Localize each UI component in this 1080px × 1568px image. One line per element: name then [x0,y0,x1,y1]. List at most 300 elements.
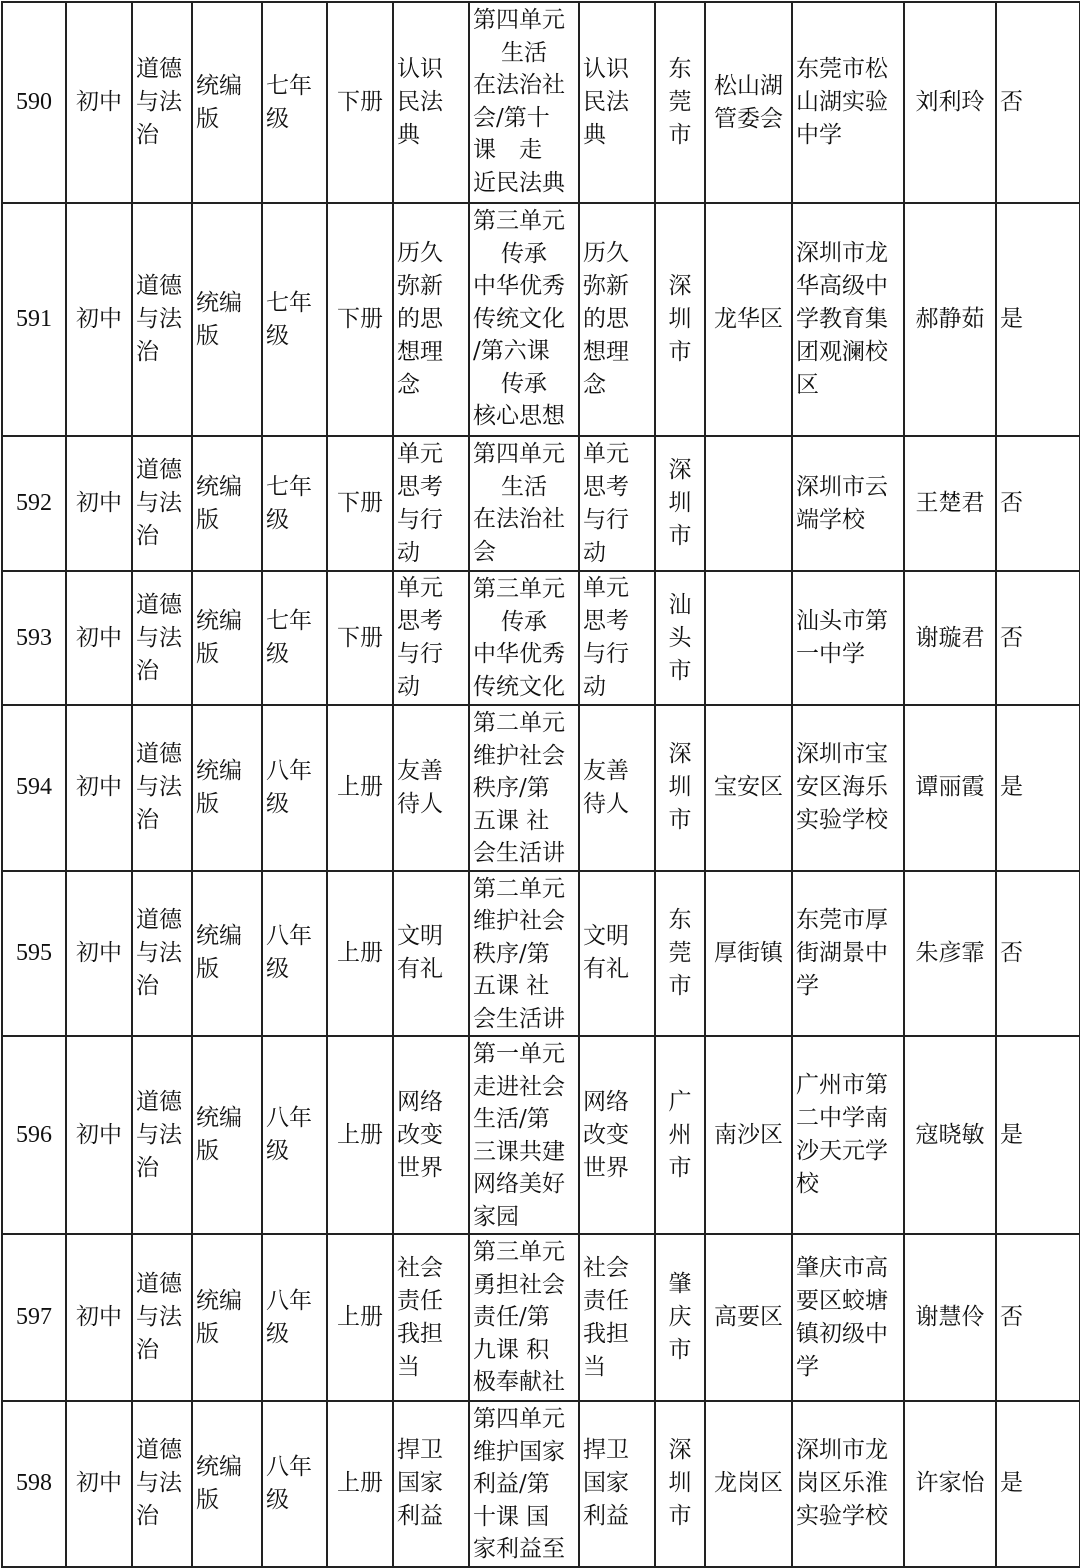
lesson-topic [393,2,469,203]
edition [192,1036,262,1234]
edition-line: 统编 [196,757,242,784]
table-row [2,1036,1080,1234]
grade-line: 七年 [266,289,312,316]
unit-chapter-line: 秩序/第 [473,775,550,801]
unit-chapter-line: 传承 [501,608,547,635]
status-flag: 否 [996,436,1080,571]
unit-chapter-line: 传承 [501,370,547,397]
lesson-title-line: 典 [583,122,606,148]
city-line: 肇 [668,1271,692,1297]
table-row [2,1234,1080,1401]
edition [192,436,262,571]
school-stage: 初中 [66,2,132,203]
lesson-topic-line: 我担 [397,1320,443,1347]
edition-line: 统编 [196,1105,242,1131]
subject [132,571,192,705]
lesson-topic [393,871,469,1037]
lesson-title [579,705,655,871]
unit-chapter-line: /第六课 [473,338,550,364]
subject [132,705,192,871]
unit-chapter [469,705,579,871]
subject [132,203,192,436]
unit-chapter-line: 会/第十 [473,104,550,131]
edition-line: 版 [196,1138,219,1164]
lesson-title-line: 改变 [583,1121,629,1148]
unit-chapter-line: 走进社会 [473,1073,565,1100]
edition-line: 版 [196,506,219,533]
district-line: 龙岗区 [714,1470,783,1497]
row-number: 592 [2,436,66,571]
teacher-name: 许家怡 [904,1401,996,1567]
lesson-title-line: 有礼 [583,956,629,983]
row-number: 593 [2,571,66,705]
lesson-topic-line: 网络 [397,1088,443,1115]
lesson-title-line: 认识 [583,56,629,82]
school-name [792,2,904,203]
unit-chapter-line: 会生活讲 [473,840,565,866]
edition [192,705,262,871]
city-line: 深 [668,1437,692,1464]
lesson-topic-line: 单元 [397,575,443,601]
teacher-name: 谢慧伶 [904,1234,996,1401]
grade-line: 级 [266,322,289,349]
school-name-line: 东莞市厚 [796,906,888,933]
subject-line: 道德 [136,741,182,768]
lesson-title-line: 网络 [583,1088,629,1115]
district [705,1036,792,1234]
lesson-topic-line: 的思 [397,306,443,332]
edition-line: 统编 [196,289,242,316]
school-name-line: 校 [796,1171,819,1197]
subject-line: 治 [136,1337,159,1363]
lesson-title [579,1036,655,1234]
lesson-topic-line: 典 [397,122,420,148]
grade-line: 级 [266,1320,289,1347]
unit-chapter [469,571,579,705]
lesson-topic-line: 利益 [397,1503,443,1530]
edition-line: 统编 [196,1287,242,1314]
school-name-line: 深圳市龙 [796,1437,888,1464]
edition [192,2,262,203]
teacher-name: 谭丽霞 [904,705,996,871]
unit-chapter [469,436,579,571]
school-name-line: 学 [796,972,819,999]
school-name-line: 实验学校 [796,807,888,834]
subject-line: 与法 [136,1304,182,1330]
lesson-topic [393,1234,469,1401]
subject-line: 治 [136,122,159,148]
unit-chapter-line: 生活 [501,39,547,66]
subject-line: 道德 [136,1437,182,1464]
grade-line: 七年 [266,72,312,99]
subject-line: 道德 [136,56,182,82]
row-number: 597 [2,1234,66,1401]
grade-line: 八年 [266,757,312,784]
unit-chapter [469,1234,579,1401]
unit-chapter-line: 生活 [501,473,547,500]
school-name-line: 汕头市第 [796,608,888,634]
edition-line: 版 [196,105,219,132]
grade-line: 八年 [266,1105,312,1131]
city-line: 汕 [668,591,692,618]
subject-line: 与法 [136,939,182,966]
lesson-title-line: 弥新 [583,273,629,299]
city-line: 庆 [668,1304,692,1330]
grade-line: 七年 [266,473,312,500]
table-row [2,203,1080,436]
lesson-title-line: 民法 [583,89,629,115]
lesson-topic-line: 责任 [397,1287,443,1314]
unit-chapter-line: 传承 [501,240,547,267]
district-line: 南沙区 [714,1121,783,1148]
lesson-topic-line: 待人 [397,790,443,817]
edition [192,203,262,436]
lesson-topic-line: 思考 [397,473,443,500]
edition-line: 版 [196,956,219,983]
subject-line: 与法 [136,306,182,332]
city [655,1234,705,1401]
lesson-title-line: 社会 [583,1254,629,1281]
school-name [792,203,904,436]
district [705,1401,792,1567]
district [705,871,792,1037]
lesson-topic-line: 捍卫 [397,1437,443,1464]
lesson-title [579,571,655,705]
district-line: 龙华区 [714,306,783,332]
grade-line: 级 [266,790,289,817]
unit-chapter-line: 会 [473,538,496,565]
lesson-title [579,871,655,1037]
city-line: 市 [668,972,692,999]
lesson-topic-line: 社会 [397,1254,443,1281]
city-line: 深 [668,741,692,768]
lesson-topic-line: 与行 [397,506,443,533]
unit-chapter-line: 家园 [473,1203,519,1230]
lesson-title-line: 文明 [583,923,629,950]
grade [262,1401,327,1567]
edition-line: 统编 [196,72,242,99]
city-line: 广 [668,1088,692,1115]
table-row [2,436,1080,571]
unit-chapter-line: 利益/第 [473,1471,550,1497]
table-row [2,1401,1080,1567]
grade [262,436,327,571]
unit-chapter [469,1036,579,1234]
district-line: 高要区 [714,1304,783,1330]
subject-line: 道德 [136,591,182,618]
lesson-title [579,203,655,436]
grade-line: 级 [266,1486,289,1513]
subject-line: 治 [136,1154,159,1181]
subject-line: 治 [136,523,159,549]
volume: 上册 [327,1401,393,1567]
city [655,871,705,1037]
grade [262,1036,327,1234]
status-flag: 否 [996,871,1080,1037]
edition-line: 统编 [196,923,242,950]
unit-chapter-line: 课 走 [473,137,542,163]
school-name-line: 安区海乐 [796,774,888,801]
school-stage: 初中 [66,705,132,871]
lesson-topic-line: 当 [397,1353,420,1380]
subject-line: 与法 [136,624,182,651]
unit-chapter-line: 近民法典 [473,169,565,196]
lesson-title [579,2,655,203]
school-name [792,1234,904,1401]
city-line: 市 [668,807,692,834]
lesson-topic-line: 有礼 [397,956,443,983]
lesson-title-line: 友善 [583,757,629,784]
grade [262,203,327,436]
lesson-title-line: 单元 [583,575,629,601]
school-stage: 初中 [66,571,132,705]
lesson-title-line: 的思 [583,306,629,332]
grade-line: 级 [266,641,289,667]
city-line: 莞 [668,939,692,966]
subject-line: 治 [136,339,159,365]
grade-line: 八年 [266,923,312,950]
lesson-topic-line: 动 [397,674,420,700]
table-row [2,705,1080,871]
grade [262,871,327,1037]
grade-line: 级 [266,956,289,983]
unit-chapter-line: 第一单元 [473,1041,565,1067]
lesson-title-line: 单元 [583,440,629,467]
city-line: 深 [668,273,692,299]
lesson-topic-line: 与行 [397,641,443,667]
subject-line: 与法 [136,490,182,516]
volume: 下册 [327,571,393,705]
unit-chapter [469,2,579,203]
school-name-line: 肇庆市高 [796,1254,888,1281]
school-stage: 初中 [66,871,132,1037]
lesson-topic [393,1036,469,1234]
school-name-line: 端学校 [796,506,865,533]
grade [262,705,327,871]
school-stage: 初中 [66,203,132,436]
lesson-topic-line: 弥新 [397,273,443,299]
school-stage: 初中 [66,1036,132,1234]
edition-line: 统编 [196,1453,242,1480]
lesson-topic-line: 文明 [397,923,443,950]
lesson-title-line: 国家 [583,1470,629,1497]
school-name-line: 华高级中 [796,273,888,299]
subject [132,1036,192,1234]
lesson-title-line: 当 [583,1353,606,1380]
lesson-topic-line: 改变 [397,1121,443,1148]
city-line: 市 [668,122,692,148]
lesson-title-line: 与行 [583,506,629,533]
unit-chapter-line: 网络美好 [473,1171,565,1197]
school-name [792,1036,904,1234]
school-name-line: 要区蛟塘 [796,1287,888,1314]
school-name-line: 深圳市云 [796,473,888,500]
subject-line: 道德 [136,273,182,299]
table-row [2,871,1080,1037]
table-row [2,571,1080,705]
teacher-name: 刘利玲 [904,2,996,203]
subject-line: 道德 [136,1088,182,1115]
edition-line: 版 [196,1486,219,1513]
lesson-topic-line: 国家 [397,1470,443,1497]
lesson-topic-line: 世界 [397,1154,443,1181]
lesson-topic-line: 单元 [397,440,443,467]
unit-chapter-line: 极奉献社 [473,1369,565,1395]
school-name [792,571,904,705]
edition-line: 版 [196,1320,219,1347]
city-line: 市 [668,523,692,549]
subject-line: 与法 [136,774,182,801]
city-line: 莞 [668,89,692,115]
city-line: 市 [668,339,692,365]
school-name-line: 广州市第 [796,1072,888,1098]
lesson-topic-line: 友善 [397,757,443,784]
school-stage: 初中 [66,436,132,571]
unit-chapter-line: 责任/第 [473,1304,550,1330]
lesson-title-line: 动 [583,674,606,700]
unit-chapter-line: 生活/第 [473,1106,550,1132]
lesson-title-line: 思考 [583,473,629,500]
teacher-name: 王楚君 [904,436,996,571]
subject-line: 治 [136,807,159,834]
unit-chapter-line: 第四单元 [473,7,565,33]
city-line: 东 [668,906,692,933]
unit-chapter-line: 第二单元 [473,710,565,736]
city-line: 圳 [668,774,692,801]
school-name-line: 一中学 [796,641,865,667]
lesson-title-line: 待人 [583,790,629,817]
unit-chapter [469,203,579,436]
subject-line: 道德 [136,906,182,933]
course-table [1,1,1080,1568]
district-line: 管委会 [714,105,783,132]
edition [192,571,262,705]
city-line: 市 [668,1503,692,1530]
lesson-title-line: 念 [583,372,606,398]
unit-chapter-line: 秩序/第 [473,940,550,967]
volume: 下册 [327,2,393,203]
lesson-title-line: 世界 [583,1154,629,1181]
unit-chapter-line: 第三单元 [473,208,565,234]
subject-line: 与法 [136,89,182,115]
status-flag: 是 [996,1401,1080,1567]
teacher-name: 谢璇君 [904,571,996,705]
lesson-topic-line: 民法 [397,89,443,115]
status-flag: 是 [996,705,1080,871]
subject-line: 治 [136,1503,159,1530]
status-flag: 否 [996,2,1080,203]
edition [192,871,262,1037]
unit-chapter-line: 第二单元 [473,875,565,902]
subject-line: 道德 [136,1271,182,1297]
subject [132,871,192,1037]
unit-chapter-line: 维护社会 [473,742,565,769]
city [655,203,705,436]
school-name-line: 岗区乐淮 [796,1470,888,1497]
unit-chapter-line: 在法治社 [473,506,565,532]
city-line: 圳 [668,306,692,332]
volume: 上册 [327,871,393,1037]
unit-chapter-line: 第三单元 [473,1239,565,1265]
unit-chapter-line: 勇担社会 [473,1271,565,1298]
grade-line: 级 [266,1138,289,1164]
city [655,1401,705,1567]
unit-chapter-line: 维护国家 [473,1438,565,1465]
unit-chapter-line: 中华优秀 [473,273,565,299]
city-line: 深 [668,457,692,483]
school-name [792,705,904,871]
unit-chapter-line: 传统文化 [473,673,565,700]
edition-line: 版 [196,790,219,817]
row-number: 596 [2,1036,66,1234]
edition [192,1234,262,1401]
school-name [792,871,904,1037]
unit-chapter-line: 传统文化 [473,305,565,332]
school-name-line: 二中学南 [796,1105,888,1131]
status-flag: 否 [996,571,1080,705]
city [655,436,705,571]
district-line: 宝安区 [714,774,783,801]
unit-chapter-line: 九课 积 [473,1336,550,1363]
unit-chapter-line: 中华优秀 [473,641,565,667]
volume: 上册 [327,705,393,871]
school-name-line: 团观澜校 [796,339,888,365]
unit-chapter-line: 在法治社 [473,72,565,98]
grade-line: 级 [266,105,289,132]
school-name-line: 镇初级中 [796,1320,888,1347]
school-name-line: 深圳市宝 [796,741,888,768]
edition-line: 统编 [196,608,242,634]
table-row [2,2,1080,203]
lesson-title [579,436,655,571]
unit-chapter-line: 五课 社 [473,807,550,834]
volume: 上册 [327,1234,393,1401]
lesson-topic [393,1401,469,1567]
unit-chapter [469,1401,579,1567]
row-number: 595 [2,871,66,1037]
city [655,1036,705,1234]
unit-chapter-line: 家利益至 [473,1536,565,1562]
lesson-topic [393,705,469,871]
grade-line: 八年 [266,1287,312,1314]
district-line: 厚街镇 [714,939,783,966]
lesson-topic-line: 历久 [397,240,443,266]
school-name-line: 学教育集 [796,306,888,332]
lesson-title [579,1234,655,1401]
school-stage: 初中 [66,1234,132,1401]
edition-line: 统编 [196,473,242,500]
lesson-topic [393,571,469,705]
unit-chapter-line: 第四单元 [473,1406,565,1432]
teacher-name: 郝静茹 [904,203,996,436]
grade-line: 级 [266,506,289,533]
unit-chapter-line: 三课共建 [473,1138,565,1165]
status-flag: 是 [996,203,1080,436]
district [705,2,792,203]
district [705,571,792,705]
school-name-line: 沙天元学 [796,1138,888,1164]
grade-line: 八年 [266,1453,312,1480]
school-name-line: 山湖实验 [796,89,888,115]
school-name-line: 学 [796,1353,819,1380]
city-line: 圳 [668,490,692,516]
school-name-line: 街湖景中 [796,939,888,966]
city-line: 东 [668,56,692,82]
city [655,705,705,871]
lesson-title-line: 我担 [583,1320,629,1347]
status-flag: 否 [996,1234,1080,1401]
volume: 下册 [327,203,393,436]
